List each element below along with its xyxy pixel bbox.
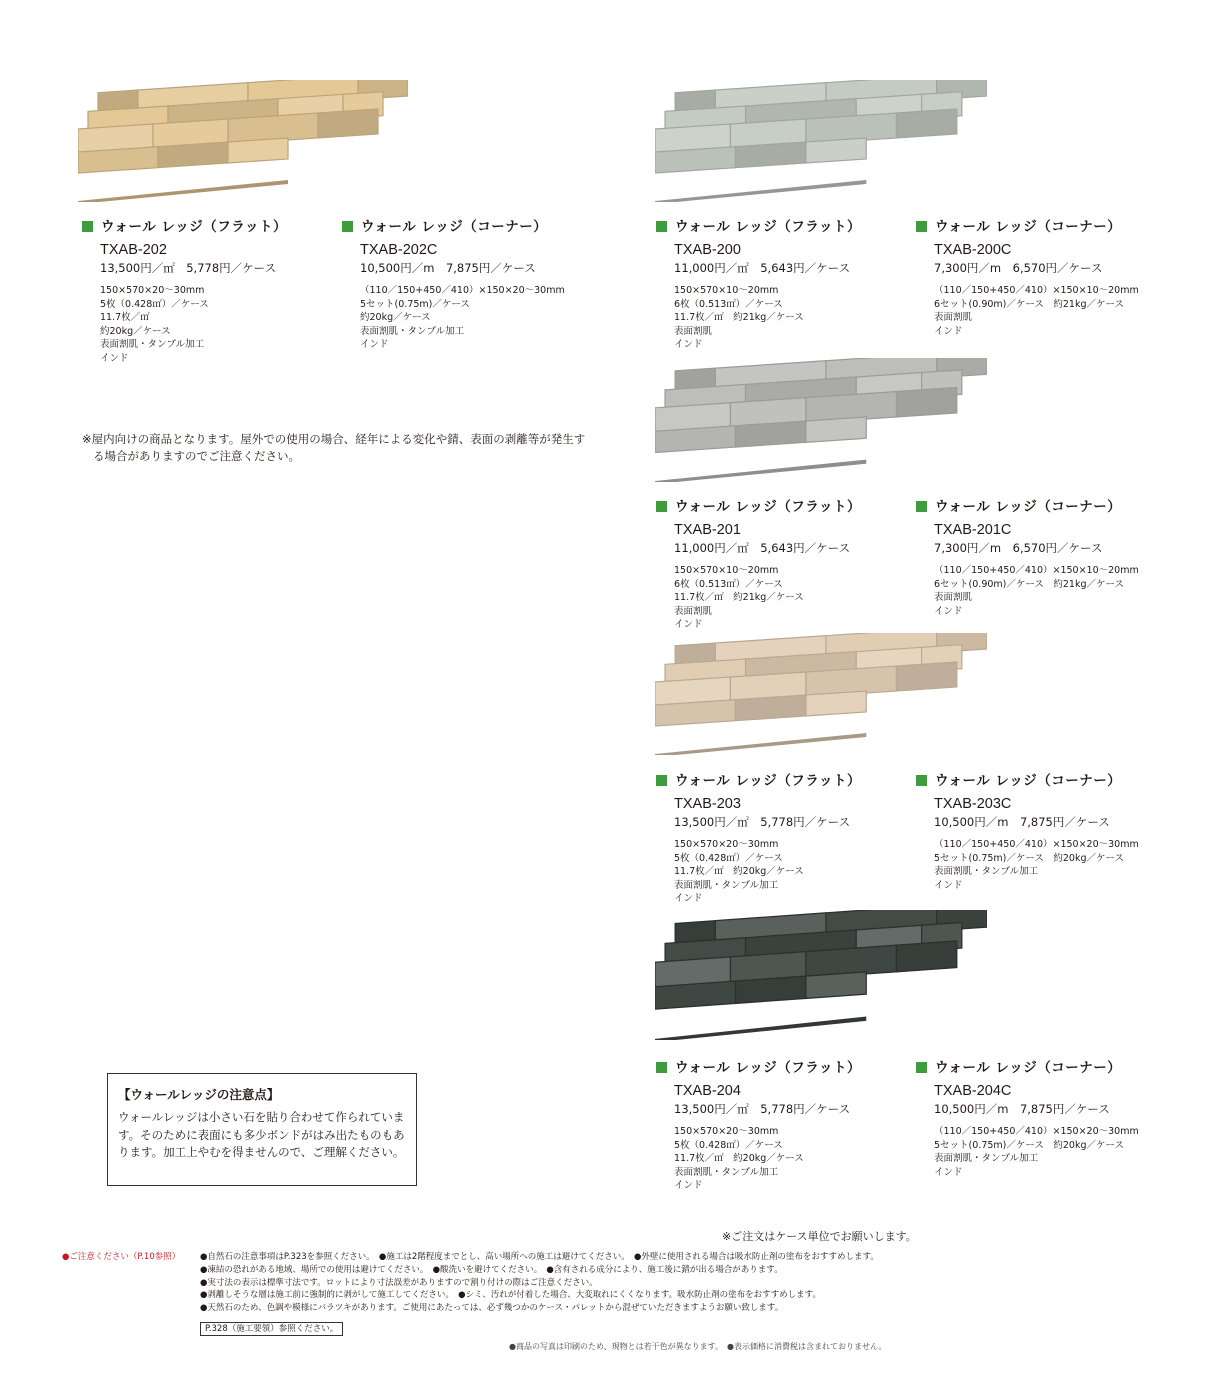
product-price: 13,500円／㎡ 5,778円／ケース (100, 261, 277, 275)
product-flat-txab-202 (82, 215, 332, 365)
green-square-icon (916, 501, 927, 512)
product-specs: 150×570×20～30mm 5枚（0.428㎡）／ケース 11.7枚／㎡ 約20kg／ケース 表面割肌・タンブル加工 インド (100, 285, 209, 364)
product-price: 10,500円／m 7,875円／ケース (934, 1102, 1110, 1116)
product-price: 11,000円／㎡ 5,643円／ケース (674, 261, 851, 275)
product-flat-txab-200 (656, 215, 906, 352)
green-square-icon (916, 775, 927, 786)
footer-note: ●商品の写真は印刷のため、現物とは若干色が異なります。 ●表示価格に消費税は含まれておりません。 (509, 1342, 887, 1351)
product-specs: （110／150+450／410）×150×10～20mm 6セット(0.90m)／ケース 約21kg／ケース 表面割肌 インド (934, 285, 1139, 337)
wall-ledge-caution-box (107, 1073, 417, 1186)
product-corner-txab-204c (916, 1056, 1166, 1179)
green-square-icon (656, 1062, 667, 1073)
product-code: TXAB-200 (674, 242, 741, 258)
green-square-icon (656, 775, 667, 786)
product-code: TXAB-202C (360, 242, 438, 258)
product-title: ウォール レッジ（コーナー） (935, 499, 1122, 515)
stone-image-txab-203 (655, 633, 987, 755)
product-corner-txab-200c (916, 215, 1166, 338)
product-specs: 150×570×20～30mm 5枚（0.428㎡）／ケース 11.7枚／㎡ 約20kg／ケース 表面割肌・タンブル加工 インド (674, 1126, 804, 1191)
product-title: ウォール レッジ（フラット） (675, 219, 861, 235)
product-title: ウォール レッジ（フラット） (675, 499, 861, 515)
caution-lines (200, 1251, 879, 1315)
product-code: TXAB-202 (100, 242, 167, 258)
green-square-icon (916, 221, 927, 232)
product-price: 13,500円／㎡ 5,778円／ケース (674, 1102, 851, 1116)
product-price: 13,500円／㎡ 5,778円／ケース (674, 815, 851, 829)
construction-reference-box: P.328（施工要領）参照ください。 (200, 1322, 343, 1336)
product-corner-txab-203c (916, 769, 1166, 892)
product-corner-txab-201c (916, 495, 1166, 618)
product-specs: （110／150+450／410）×150×10～20mm 6セット(0.90m)／ケース 約21kg／ケース 表面割肌 インド (934, 565, 1139, 617)
product-specs: 150×570×10～20mm 6枚（0.513㎡）／ケース 11.7枚／㎡ 約21kg／ケース 表面割肌 インド (674, 285, 804, 350)
product-price: 10,500円／m 7,875円／ケース (360, 261, 536, 275)
stone-image-txab-200 (655, 80, 987, 202)
green-square-icon (656, 501, 667, 512)
product-title: ウォール レッジ（コーナー） (361, 219, 548, 235)
product-price: 10,500円／m 7,875円／ケース (934, 815, 1110, 829)
stone-image-txab-202 (78, 80, 408, 202)
caution-line: ●剥離しそうな層は施工前に強制的に剥がして施工してください。 ●シミ、汚れが付着した場合、大変取れにくくなります。吸水防止剤の塗布をおすすめします。 (200, 1290, 821, 1301)
product-code: TXAB-204C (934, 1083, 1012, 1099)
product-specs: （110／150+450／410）×150×20～30mm 5セット(0.75m)／ケース 約20kg／ケース 表面割肌・タンブル加工 インド (360, 285, 565, 350)
caution-box-body: ウォールレッジは小さい石を貼り合わせて作られています。そのために表面にも多少ボンドがはみ出たものもあります。加工上やむを得ませんので、ご理解ください。 (118, 1110, 405, 1159)
green-square-icon (342, 221, 353, 232)
product-corner-txab-202c (342, 215, 592, 352)
product-code: TXAB-203 (674, 796, 741, 812)
product-code: TXAB-200C (934, 242, 1012, 258)
product-title: ウォール レッジ（コーナー） (935, 773, 1122, 789)
caution-line: ●天然石のため、色調や模様にバラツキがあります。ご使用にあたっては、必ず幾つかのケース・パレットから混ぜていただきますようお願い致します。 (200, 1303, 784, 1314)
product-title: ウォール レッジ（コーナー） (935, 1060, 1122, 1076)
product-specs: （110／150+450／410）×150×20～30mm 5セット(0.75m)／ケース 約20kg／ケース 表面割肌・タンブル加工 インド (934, 1126, 1139, 1178)
product-price: 7,300円／m 6,570円／ケース (934, 261, 1103, 275)
stone-image-txab-201 (655, 358, 987, 482)
caution-line: ●自然石の注意事項はP.323を参照ください。 ●施工は2階程度までとし、高い場所への施工は避けてください。 ●外壁に使用される場合は吸水防止剤の塗布をおすすめします。 (200, 1252, 879, 1262)
product-price: 11,000円／㎡ 5,643円／ケース (674, 541, 851, 555)
product-specs: 150×570×10～20mm 6枚（0.513㎡）／ケース 11.7枚／㎡ 約21kg／ケース 表面割肌 インド (674, 565, 804, 630)
product-title: ウォール レッジ（フラット） (675, 1060, 861, 1076)
green-square-icon (656, 221, 667, 232)
product-title: ウォール レッジ（コーナー） (935, 219, 1122, 235)
product-specs: 150×570×20～30mm 5枚（0.428㎡）／ケース 11.7枚／㎡ 約20kg／ケース 表面割肌・タンブル加工 インド (674, 839, 804, 904)
caution-line: ●凍結の恐れがある地域、場所での使用は避けてください。 ●酸洗いを避けてください。 ●含有される成分により、施工後に錆が出る場合があります。 (200, 1264, 783, 1275)
order-note: ※ご注文はケース単位でお願いします。 (722, 1230, 917, 1243)
product-title: ウォール レッジ（フラット） (101, 219, 287, 235)
green-square-icon (916, 1062, 927, 1073)
product-title: ウォール レッジ（フラット） (675, 773, 861, 789)
stone-image-txab-204 (655, 910, 987, 1040)
product-code: TXAB-203C (934, 796, 1012, 812)
product-price: 7,300円／m 6,570円／ケース (934, 541, 1103, 555)
caution-label: ●ご注意ください（P.10参照） (62, 1252, 181, 1262)
product-code: TXAB-201 (674, 522, 741, 538)
product-code: TXAB-204 (674, 1083, 741, 1099)
indoor-use-note: ※屋内向けの商品となります。屋外での使用の場合、経年による変化や錆、表面の剥離等が発生する場合がありますのでご注意ください。 (82, 432, 586, 463)
product-flat-txab-203 (656, 769, 906, 906)
caution-line: ●実寸法の表示は標準寸法です。ロットにより寸法誤差がありますので割り付けの際はご注意ください。 (200, 1277, 598, 1288)
green-square-icon (82, 221, 93, 232)
caution-box-title: 【ウォールレッジの注意点】 (118, 1087, 280, 1102)
product-code: TXAB-201C (934, 522, 1012, 538)
product-flat-txab-204 (656, 1056, 906, 1193)
product-flat-txab-201 (656, 495, 906, 632)
product-specs: （110／150+450／410）×150×20～30mm 5セット(0.75m)／ケース 約20kg／ケース 表面割肌・タンブル加工 インド (934, 839, 1139, 891)
